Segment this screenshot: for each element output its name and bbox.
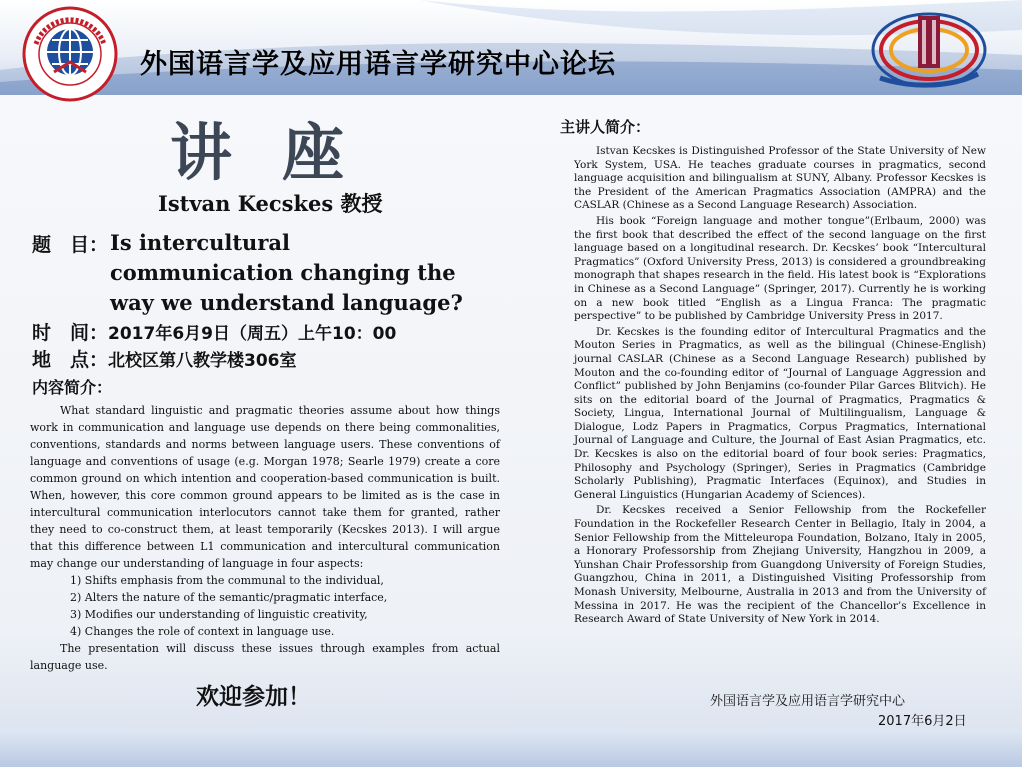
speaker-line: [158, 188, 383, 218]
bio-paragraph: Dr. Kecskes received a Senior Fellowship from the Rockefeller Foundation in the Rockefeller Research Center in Bellagio, Italy in 2004, a Senior Fellowship from the Mitteleuropa Foundation, Bolzano, Italy in 2005, a Honorary Professorship from Zhejiang University, Hangzhou in 2009, a Yunshan Chair Professorship from Guangdong University of Foreign Studies, Guangzhou, China in 2011, a Distinguished Visiting Professorship from Monash University, Melbourne, Australia in 2013 and from the University of Messina in 2017. He was the recipient of the Chancellor’s Excellence in Research Award of State University of New York in 2014.: [574, 504, 986, 626]
time-label: 时 间：: [32, 322, 109, 344]
research-center-emblem-icon: [870, 10, 988, 90]
speaker-name: Istvan Kecskes: [158, 191, 334, 216]
bio-paragraph: Istvan Kecskes is Distinguished Professor of the State University of New York System, USA. He teaches graduate courses in pragmatics, second language acquisition and bilingualism at SUNY, Albany. Professor Kecskes is the President of the American Pragmatics Association (AMPRA) and the CASLAR (Chinese as a Second Language Research) Association.: [574, 145, 986, 212]
abstract-closing: The presentation will discuss these issues through examples from actual language use.: [30, 642, 500, 672]
time-row: [32, 318, 396, 345]
issue-date: 2017年6月2日: [878, 714, 967, 729]
abstract-body: [30, 402, 500, 674]
bio-paragraph: Dr. Kecskes is the founding editor of Intercultural Pragmatics and the Mouton Series in Pragmatics, as well as the bilingual (Chinese-English) journal CASLAR (Chinese as a Second Language Research) published by Mouton and the co-founding editor of “Journal of Language Aggression and Conflict” published by John Benjamins (co-founder Pilar Garces Blitvich). He sits on the editorial board of the Journal of Pragmatics, Pragmatics & Society, Lingua, International Journal of Multilingualism, Language & Dialogue, Lodz Papers in Pragmatics, Corpus Pragmatics, International Journal of Language and Culture, the Journal of East Asian Pragmatics, etc. Dr. Kecskes is also on the editorial board of four book series: Pragmatics, Philosophy and Psychology (Springer), Series in Pragmatics (Cambridge Scholarly Publishing), Pragmatic Interfaces (Equinox), and Studies in General Linguistics (Hungarian Academy of Sciences).: [574, 325, 986, 501]
abstract-paragraph: What standard linguistic and pragmatic theories assume about how things work in communication and language use depends on there being commonalities, conventions, standards and norms between language users. These conventions of language and conventions of usage (e.g. Morgan 1978; Searle 1979) create a core common ground on which intention and cooperation-based communication is built. When, however, this core common ground appears to be limited as is the case in intercultural communication interlocutors cannot take them for granted, rather they need to co-construct them, at least temporarily (Kecskes 2013). I will argue that this difference between L1 communication and intercultural communication may change our understanding of language in four aspects:: [30, 404, 500, 570]
abstract-point: 4) Changes the role of context in language use.: [70, 625, 335, 638]
bio-heading: 主讲人简介：: [560, 118, 651, 136]
speaker-title: 教授: [340, 192, 383, 216]
abstract-heading: 内容简介：: [32, 378, 113, 397]
lecture-heading: 讲座: [170, 116, 395, 189]
time-value: 2017年6月9日（周五）上午10：00: [108, 324, 397, 344]
bottom-band: [0, 730, 1022, 767]
place-label: 地 点：: [32, 349, 109, 371]
abstract-point: 3) Modifies our understanding of linguistic creativity,: [70, 608, 368, 621]
forum-title: 外国语言学及应用语言学研究中心论坛: [140, 49, 616, 80]
place-value: 北校区第八教学楼306室: [108, 351, 297, 371]
bio-paragraph: His book “Foreign language and mother tongue”(Erlbaum, 2000) was the first book that described the effect of the second language on the first language based on a longitudinal research. Dr. Kecskes’ book “Intercultural Pragmatics” (Oxford University Press, 2013) is considered a groundbreaking monograph that shapes research in the field. His latest book is “Explorations in Chinese as a Second Language” (Springer, 2017). Currently he is working on a new book titled “English as a Lingua Franca: The pragmatic perspective” to be published by Cambridge University Press in 2017.: [574, 214, 986, 323]
place-row: [32, 345, 297, 372]
abstract-point: 2) Alters the nature of the semantic/pragmatic interface,: [70, 591, 388, 604]
university-seal-icon: [22, 6, 118, 102]
topic-label: 题 目：: [32, 234, 109, 256]
bio-body: [574, 145, 986, 629]
topic-text: Is intercultural communication changing the way we understand language?: [110, 230, 463, 315]
topic-label-row: [32, 230, 108, 257]
welcome-text: 欢迎参加！: [196, 684, 311, 710]
organizer-signature: 外国语言学及应用语言学研究中心: [710, 694, 906, 709]
abstract-point: 1) Shifts emphasis from the communal to the individual,: [70, 574, 384, 587]
